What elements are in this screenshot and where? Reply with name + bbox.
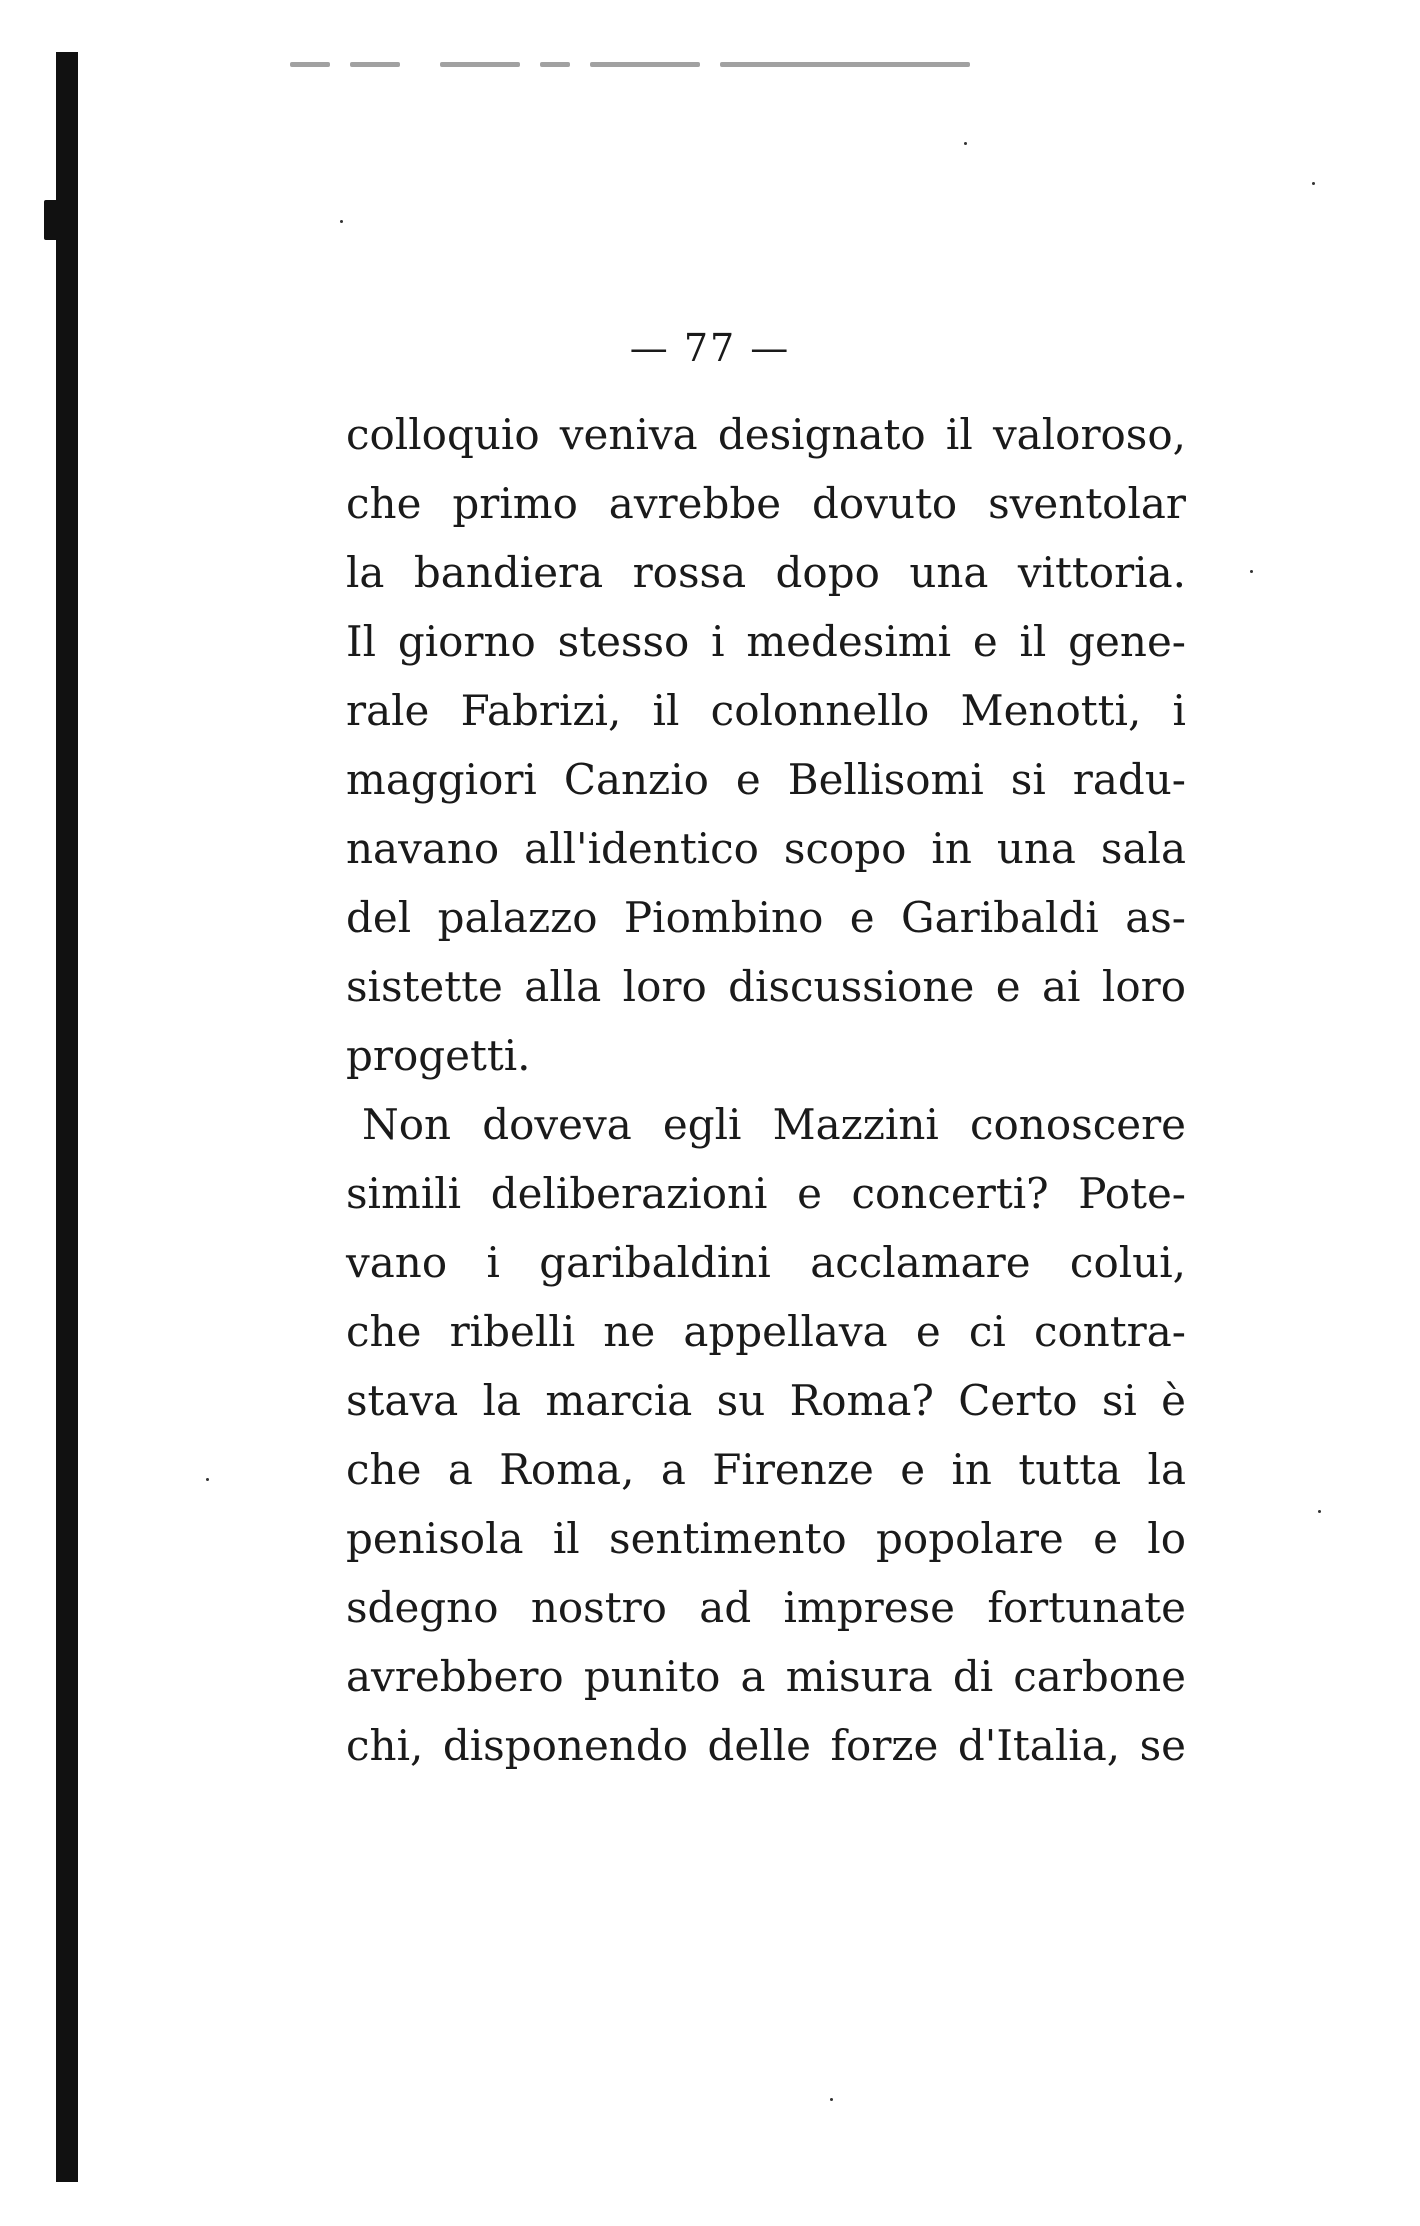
text-line: che ribelli ne appellava e ci contra- <box>346 1307 1186 1356</box>
body-text <box>346 400 1186 1780</box>
page-binding-notch <box>44 200 58 240</box>
text-line: che a Roma, a Firenze e in tutta la <box>346 1445 1186 1494</box>
text-line: avrebbero punito a misura di carbone <box>346 1652 1186 1701</box>
text-line: penisola il sentimento popolare e lo <box>346 1514 1186 1563</box>
text-line: Non doveva egli Mazzini conoscere <box>362 1100 1186 1149</box>
page-number: — 77 — <box>629 326 791 370</box>
text-line: sdegno nostro ad imprese fortunate <box>346 1583 1186 1632</box>
text-line: rale Fabrizi, il colonnello Menotti, i <box>346 686 1186 735</box>
text-line: stava la marcia su Roma? Certo si è <box>346 1376 1186 1425</box>
text-line: sistette alla loro discussione e ai loro <box>346 962 1186 1011</box>
text-line: Il giorno stesso i medesimi e il gene- <box>346 617 1186 666</box>
text-line: del palazzo Piombino e Garibaldi as- <box>346 893 1186 942</box>
paper-speck <box>1318 1510 1321 1513</box>
bleed-through-header <box>290 56 980 78</box>
paper-speck <box>340 220 343 223</box>
paper-speck <box>964 142 967 145</box>
text-line: che primo avrebbe dovuto sventolar <box>346 479 1186 528</box>
paper-speck <box>206 1478 209 1481</box>
text-line: vano i garibaldini acclamare colui, <box>346 1238 1186 1287</box>
text-line: maggiori Canzio e Bellisomi si radu- <box>346 755 1186 804</box>
text-line: progetti. <box>346 1031 531 1080</box>
text-line: chi, disponendo delle forze d'Italia, se <box>346 1721 1186 1770</box>
text-line: simili deliberazioni e concerti? Pote- <box>346 1169 1186 1218</box>
text-line: navano all'identico scopo in una sala <box>346 824 1186 873</box>
text-line: colloquio veniva designato il valoroso, <box>346 410 1186 459</box>
paper-speck <box>1312 182 1315 185</box>
paper-speck <box>830 2098 833 2101</box>
text-line: la bandiera rossa dopo una vittoria. <box>346 548 1186 597</box>
paper-speck <box>1250 570 1253 573</box>
page-binding-shadow <box>56 52 78 2182</box>
